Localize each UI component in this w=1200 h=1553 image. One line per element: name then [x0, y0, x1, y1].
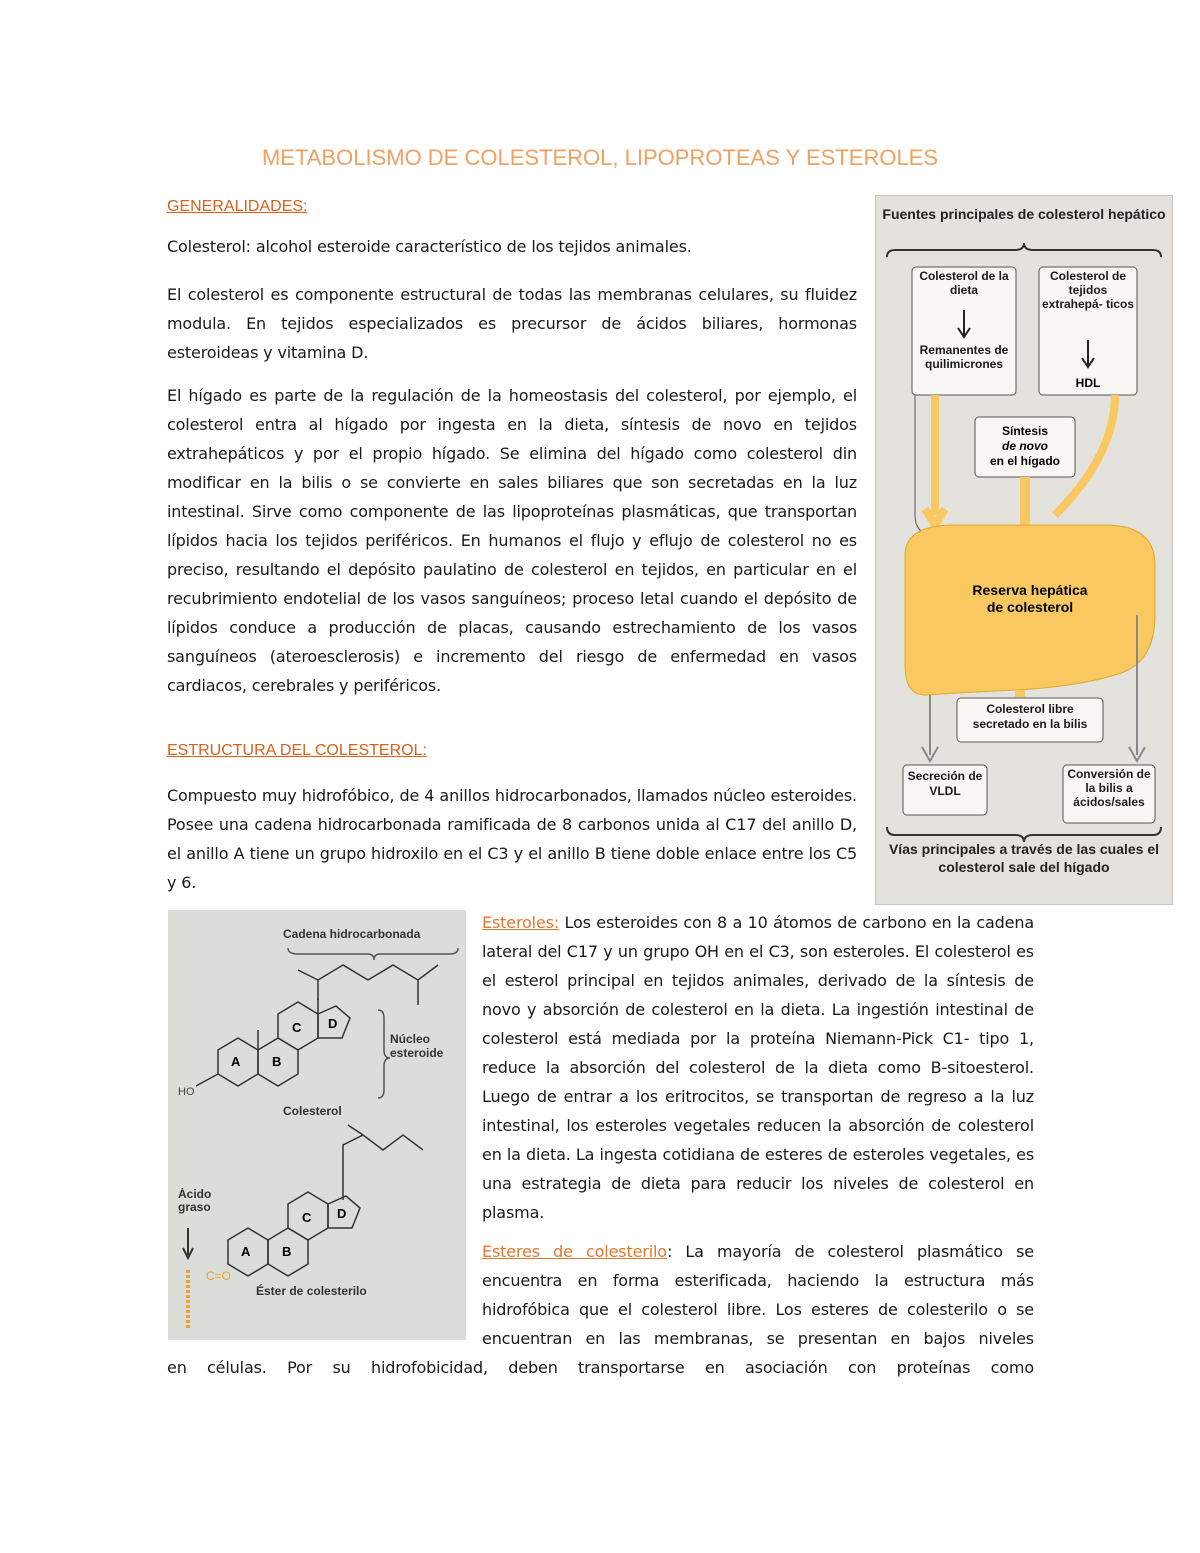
box-libre: Colesterol libre secretado en la bilis — [972, 702, 1088, 731]
ring-b-ester: B — [282, 1244, 292, 1259]
heading-generalidades: GENERALIDADES: — [167, 198, 308, 215]
heading-estructura: ESTRUCTURA DEL COLESTEROL: — [167, 742, 427, 759]
label-colesterol: Colesterol — [283, 1104, 342, 1118]
reserva-label-1: Reserva hepática — [972, 582, 1088, 598]
cholesterol-structure-diagram — [168, 910, 466, 1340]
esteres-label: Esteres de colesterilo — [482, 1242, 667, 1261]
label-nucleo: Núcleo esteroide — [390, 1032, 444, 1060]
label-acido: Ácido graso — [178, 1188, 212, 1214]
flow-bottom-title: Vías principales a través de las cuales el colesterol sale del hígado — [888, 841, 1160, 875]
box-dieta: Colesterol de la dieta — [919, 269, 1009, 297]
box-vldl: Secreción de VLDL — [907, 769, 983, 798]
paragraph-estructura: Compuesto muy hidrofóbico, de 4 anillos hidrocarbonados, llamados núcleo esteroides. Posee una cadena hidrocarbonada ramificada de 8 carbonos unida al C17 del anillo D, el anillo A tiene un grupo hidroxilo en el C3 y el anillo B tiene doble enlace entre los C5 y 6. — [167, 786, 857, 892]
ring-c-ester: C — [302, 1210, 312, 1225]
paragraph-componente: El colesterol es componente estructural de todas las membranas celulares, su fluidez modula. En tejidos especializados es precursor de ácidos biliares, hormonas esteroideas y vitamina D. — [167, 285, 857, 362]
label-cadena: Cadena hidrocarbonada — [283, 927, 421, 941]
ring-a: A — [231, 1054, 241, 1069]
box-remanentes: Remanentes de quilimicrones — [919, 343, 1009, 371]
ring-b: B — [272, 1054, 282, 1069]
esteres-text: : La mayoría de colesterol plasmático se encuentra en forma esterificada, haciendo la estructura más hidrofóbica que el colesterol libre. Los esteres de colesterilo o se encuentran en las membranas, se presentan en bajos niveles — [482, 1242, 1034, 1348]
paragraph-esteroles — [482, 908, 1034, 1227]
sintesis-3: en el hígado — [989, 454, 1061, 468]
box-conversion: Conversión de la bilis a ácidos/sales — [1067, 767, 1151, 809]
reserva-label-2: de colesterol — [986, 599, 1074, 615]
box-extrahepaticos: Colesterol de tejidos extrahepá- ticos — [1041, 269, 1135, 311]
label-ho: HO — [178, 1086, 195, 1098]
sintesis-2: de novo — [1001, 439, 1049, 453]
label-co: C=O — [206, 1269, 232, 1283]
cholesterol-flow-diagram — [875, 195, 1173, 905]
label-ester: Éster de colesterilo — [256, 1284, 367, 1298]
paragraph-higado: El hígado es parte de la regulación de la homeostasis del colesterol, por ejemplo, el colesterol entra al hígado por ingesta en la dieta, síntesis de novo en tejidos extrahepáticos y por el propio hígado. Se elimina del hígado como colesterol din modificar en la bilis o se convierte en sales biliares que son secretadas en la luz intestinal. Sirve como componente de las lipoproteínas plasmáticas, que transportan lípidos hacia los tejidos periféricos. En humanos el flujo y eflujo de colesterol no es preciso, resultando el depósito paulatino de colesterol en tejidos, en particular en el recubrimiento endotelial de los vasos sanguíneos; proceso letal cuando el depósito de lípidos conduce a producción de placas, causando estrechamiento de los vasos sanguíneos (ateroesclerosis) e incremento del riesgo de enfermedad en vasos cardiacos, cerebrales y periféricos. — [167, 386, 857, 695]
esteroles-label: Esteroles: — [482, 913, 560, 932]
page-title: METABOLISMO DE COLESTEROL, LIPOPROTEAS Y ESTEROLES — [261, 145, 939, 170]
ring-d-ester: D — [337, 1206, 347, 1221]
flow-top-title: Fuentes principales de colesterol hepático — [882, 206, 1166, 222]
box-hdl: HDL — [1075, 376, 1101, 390]
paragraph-colesterol-def: Colesterol: alcohol esteroide característico de los tejidos animales. — [167, 237, 692, 256]
paragraph-esteres — [482, 1237, 1034, 1353]
esteroles-text: Los esteroides con 8 a 10 átomos de carbono en la cadena lateral del C17 y un grupo OH en el C3, son esteroles. El colesterol es el esterol principal en tejidos animales, derivado de la síntesis de novo y absorción de colesterol en la dieta. La ingestión intestinal de colesterol está mediada por la proteína Niemann-Pick C1- tipo 1, reduce la absorción del colesterol de la dieta como B-sitoesterol. Luego de entrar a los eritrocitos, se transportan de regreso a la luz intestinal, los esteroles vegetales reducen la absorción de colesterol en la dieta. La ingesta cotidiana de esteres de esteroles vegetales, es una estrategia de dieta para reducir los niveles de colesterol en plasma. — [482, 913, 1034, 1222]
ring-d: D — [328, 1016, 338, 1031]
sintesis-1: Síntesis — [1001, 424, 1049, 438]
ring-c: C — [292, 1020, 302, 1035]
ring-a-ester: A — [241, 1244, 251, 1259]
paragraph-esteres-continuation: en células. Por su hidrofobicidad, deben transportarse en asociación con proteínas como — [167, 1358, 1034, 1377]
